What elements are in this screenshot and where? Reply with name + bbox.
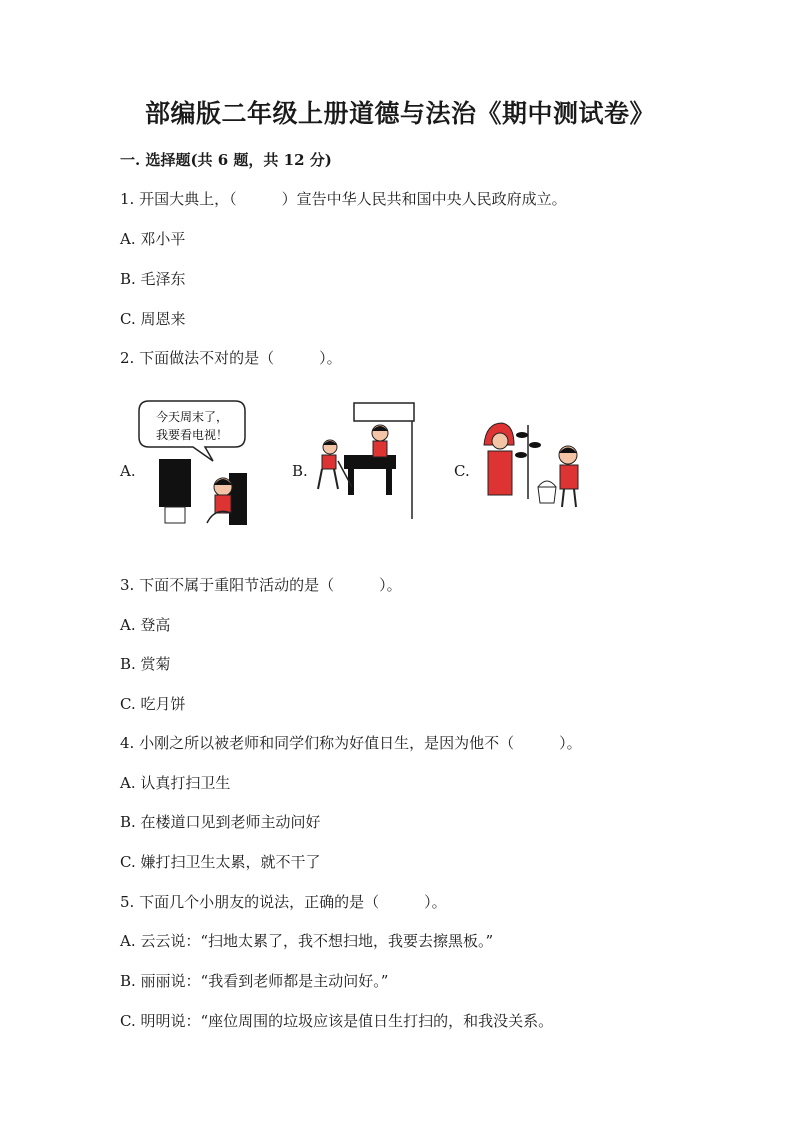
q1-option-a: A. 邓小平 [120,230,186,248]
question-1: 1. 开国大典上，（ ）宣告中华人民共和国中央人民政府成立。 [120,190,567,208]
q3-option-b: B. 赏菊 [120,655,171,673]
q5-option-c: C. 明明说：“座位周围的垃圾应该是值日生打扫的，和我没关系。 [120,1012,554,1030]
q4-option-a: A. 认真打扫卫生 [120,774,231,792]
q3-option-a: A. 登高 [120,616,171,634]
section-heading: 一. 选择题(共 6 题，共 12 分) [120,151,332,169]
child-watering-icon [559,446,578,507]
question-3: 3. 下面不属于重阳节活动的是（ ）。 [120,576,402,594]
child-figure-icon [207,473,247,525]
page-title: 部编版二年级上册道德与法治《期中测试卷》 [144,99,655,128]
tree-sapling-icon [515,425,541,499]
q2-illustration-b [308,395,418,530]
q2-illustration-a [135,395,255,530]
child-cleaning-icon [372,425,388,457]
q5-option-b: B. 丽丽说：“我看到老师都是主动问好。” [120,972,389,990]
bubble-text-1: 今天周末了， [155,410,229,424]
q5-option-a: A. 云云说：“扫地太累了，我不想扫地，我要去擦黑板。” [120,932,494,950]
q2-option-a-label: A. [120,462,136,480]
q1-option-b: B. 毛泽东 [120,270,186,288]
speech-bubble [139,401,245,461]
q2-option-b-label: B. [292,462,308,480]
q3-option-c: C. 吃月饼 [120,695,186,713]
question-2: 2. 下面做法不对的是（ ）。 [120,349,342,367]
child-red-hood-icon [484,423,514,495]
tv-icon [159,459,191,523]
question-4: 4. 小刚之所以被老师和同学们称为好值日生，是因为他不（ ）。 [120,734,582,752]
bubble-text-2: 我要看电视！ [155,428,229,442]
question-5: 5. 下面几个小朋友的说法，正确的是（ ）。 [120,893,447,911]
bucket-icon [538,481,556,503]
q2-illustration-c [478,395,598,530]
q4-option-b: B. 在楼道口见到老师主动问好 [120,813,321,831]
q1-option-c: C. 周恩来 [120,310,186,328]
q2-option-c-label: C. [454,462,470,480]
desk-icon [344,455,396,495]
q4-option-c: C. 嫌打扫卫生太累，就不干了 [120,853,321,871]
